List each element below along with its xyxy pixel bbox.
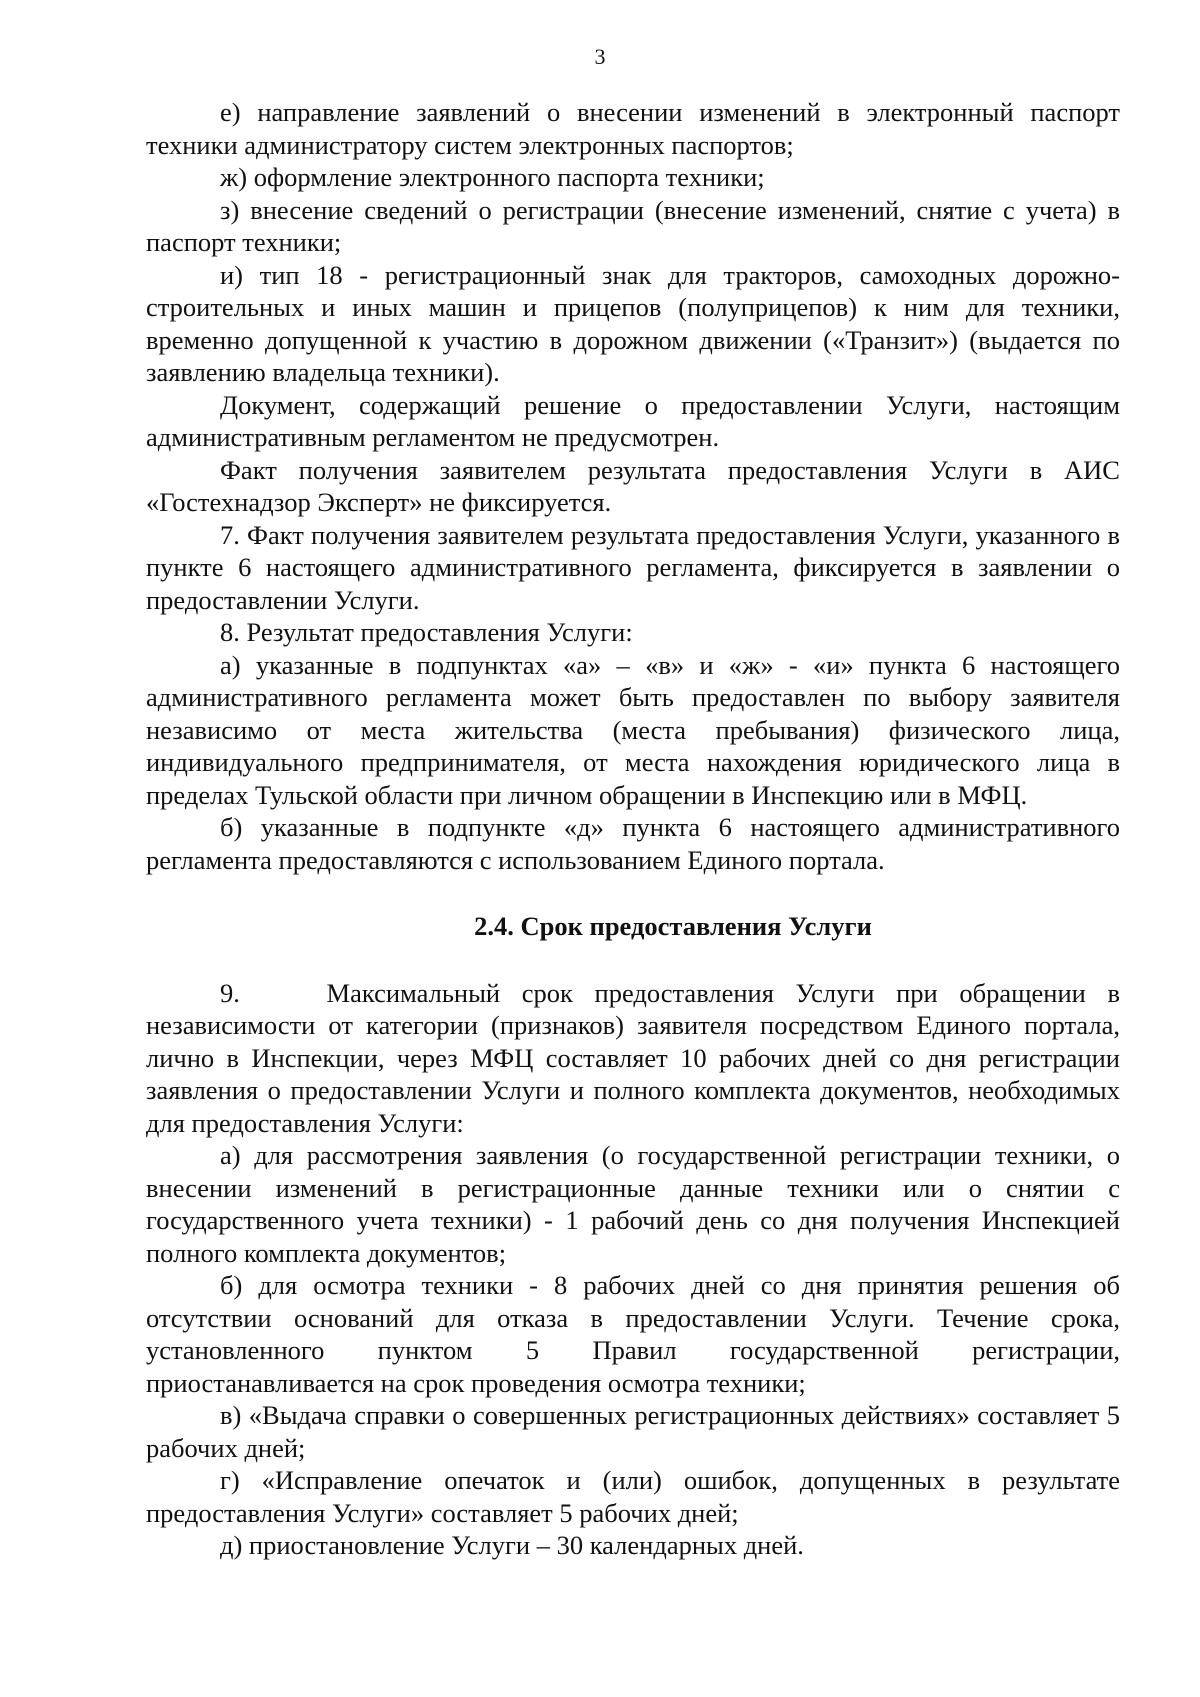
paragraph-decision-document: Документ, содержащий решение о предоставлении Услуги, настоящим административным регламентом не предусмотрен. <box>146 389 1120 452</box>
paragraph-e-electronic-passport-changes: е) направление заявлений о внесении изменений в электронный паспорт техники администратору систем электронных паспортов; <box>146 97 1120 160</box>
paragraph-item-9-v: в) «Выдача справки о совершенных регистрационных действиях» составляет 5 рабочих дней; <box>146 1400 1120 1463</box>
document-body <box>146 96 1120 1562</box>
paragraph-item-8-b: б) указанные в подпункте «д» пункта 6 настоящего административного регламента предоставляются с использованием Единого портала. <box>146 812 1120 875</box>
paragraph-ais-not-recorded: Факт получения заявителем результата предоставления Услуги в АИС «Гостехнадзор Эксперт» не фиксируется. <box>146 454 1120 517</box>
paragraph-item-9-b: б) для осмотра техники - 8 рабочих дней со дня принятия решения об отсутствии оснований для отказа в предоставлении Услуги. Течение срока, установленного пунктом 5 Правил государственной регистрации, приостанавливается на срок проведения осмотра техники; <box>146 1270 1120 1398</box>
paragraph-item-9-a: а) для рассмотрения заявления (о государственной регистрации техники, о внесении изменений в регистрационные данные техники или о снятии с государственного учета техники) - 1 рабочий день со дня получения Инспекцией полного комплекта документов; <box>146 1140 1120 1268</box>
paragraph-item-9-g: г) «Исправление опечаток и (или) ошибок, допущенных в результате предоставления Услуги» составляет 5 рабочих дней; <box>146 1465 1120 1528</box>
page-number: 3 <box>594 44 606 69</box>
section-heading: 2.4. Срок предоставления Услуги <box>474 911 872 941</box>
paragraph-item-7: 7. Факт получения заявителем результата предоставления Услуги, указанного в пункте 6 настоящего административного регламента, фиксируется в заявлении о предоставлении Услуги. <box>146 519 1120 615</box>
paragraph-zh-electronic-passport: ж) оформление электронного паспорта техники; <box>220 162 765 192</box>
paragraph-item-9: 9. Максимальный срок предоставления Услуги при обращении в независимости от категории (признаков) заявителя посредством Единого портала, лично в Инспекции, через МФЦ составляет 10 рабочих дней со дня регистрации заявления о предоставлении Услуги и полного комплекта документов, необходимых для предоставления Услуги: <box>146 977 1120 1138</box>
paragraph-item-8: 8. Результат предоставления Услуги: <box>220 617 633 647</box>
paragraph-item-9-d: д) приостановление Услуги – 30 календарных дней. <box>220 1530 804 1560</box>
paragraph-item-8-a: а) указанные в подпунктах «а» – «в» и «ж» - «и» пункта 6 настоящего административного регламента может быть предоставлен по выбору заявителя независимо от места жительства (места пребывания) физического лица, индивидуального предпринимателя, от места нахождения юридического лица в пределах Тульской области при личном обращении в Инспекцию или в МФЦ. <box>146 649 1120 810</box>
paragraph-z-registration-info: з) внесение сведений о регистрации (внесение изменений, снятие с учета) в паспорт техники; <box>146 194 1120 257</box>
paragraph-i-transit-plate: и) тип 18 - регистрационный знак для тракторов, самоходных дорожно-строительных и иных машин и прицепов (полуприцепов) к ним для техники, временно допущенной к участию в дорожном движении («Транзит») (выдается по заявлению владельца техники). <box>146 259 1120 387</box>
